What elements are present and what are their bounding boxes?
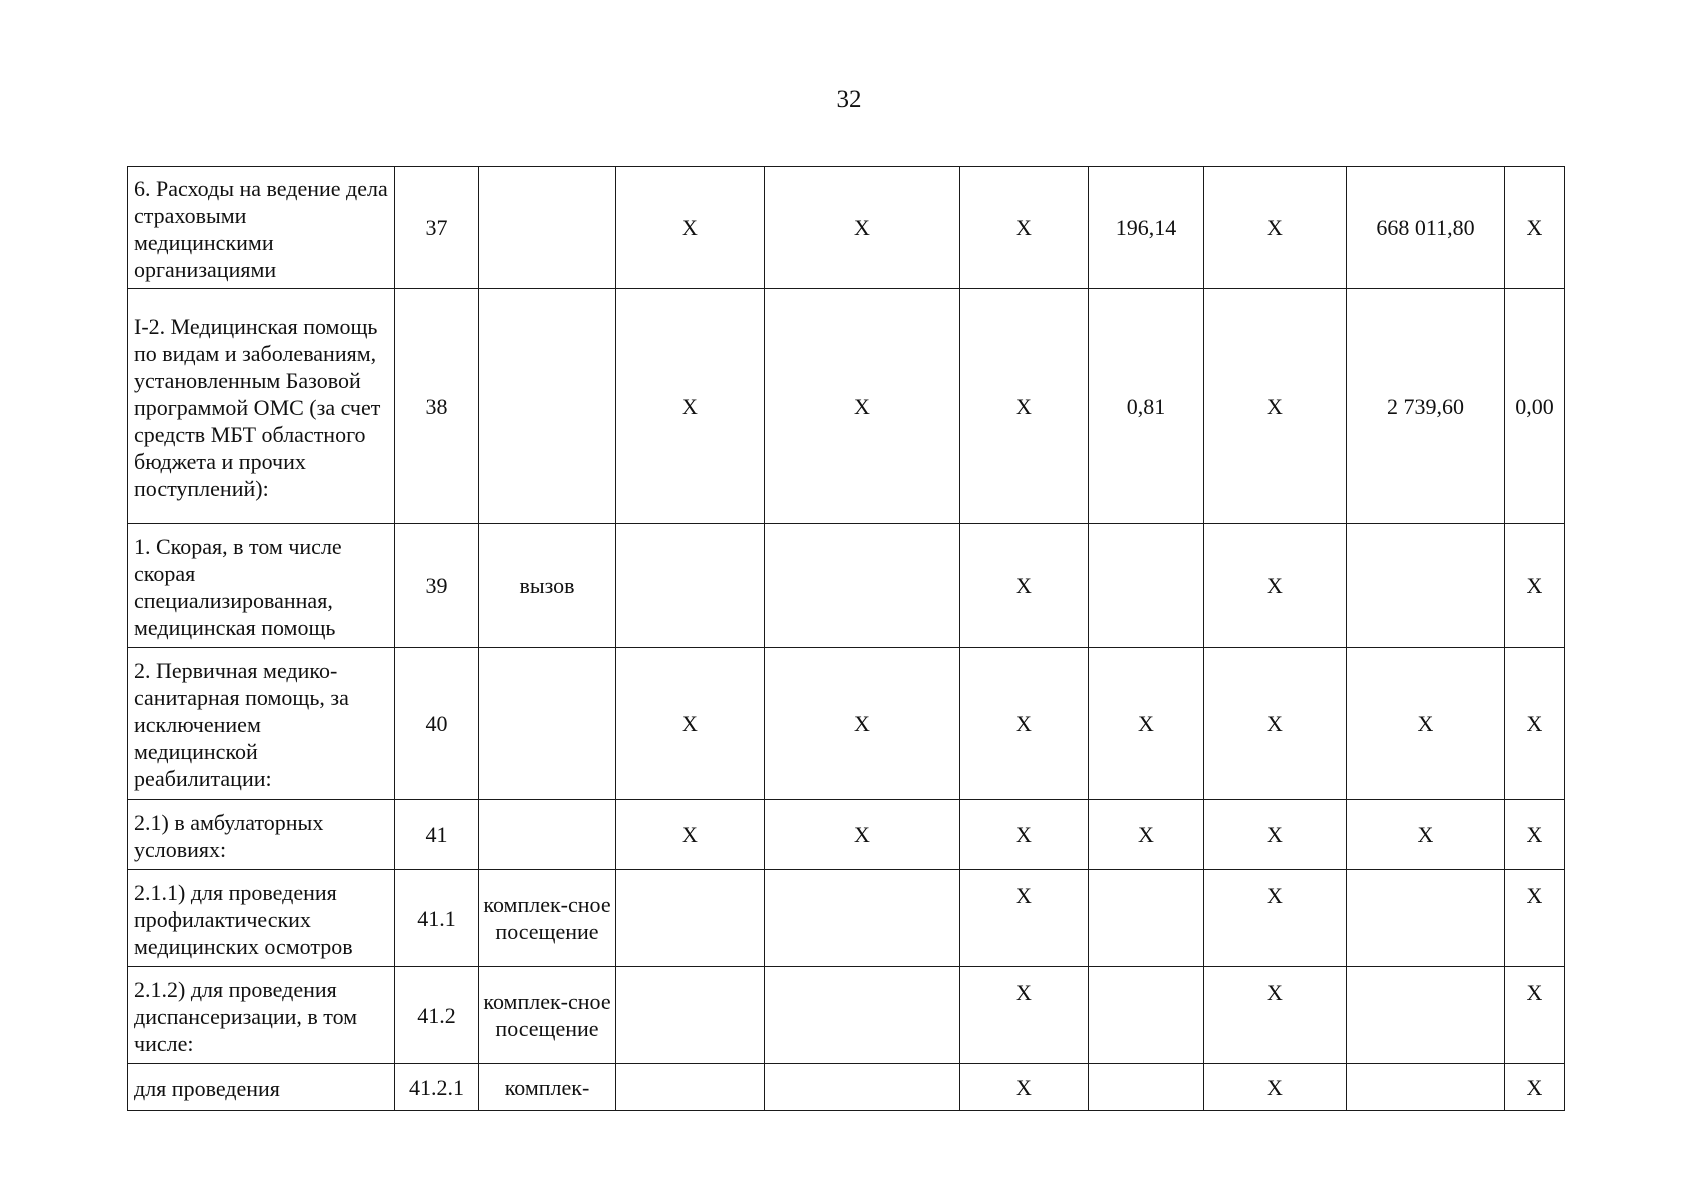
row-value: 2 739,60 (1347, 289, 1505, 524)
tariff-table (127, 166, 1565, 1111)
row-value: Х (616, 800, 765, 870)
row-value: Х (1204, 648, 1347, 800)
row-value (765, 870, 960, 967)
row-value: Х (1505, 648, 1565, 800)
row-value: Х (1505, 800, 1565, 870)
page-number: 32 (836, 86, 862, 113)
row-name: I-2. Медицинская помощь по видам и заболеваниям, установленным Базовой программой ОМС (за счет средств МБТ областного бюджета и прочих поступлений): (128, 289, 395, 524)
row-value: Х (1347, 648, 1505, 800)
row-name: 2.1.2) для проведения диспансеризации, в том числе: (128, 967, 395, 1064)
row-value (616, 524, 765, 648)
table-row (128, 1064, 1565, 1111)
row-unit: комплек- (479, 1064, 616, 1111)
row-value: Х (1204, 800, 1347, 870)
row-value: 668 011,80 (1347, 167, 1505, 289)
row-value: Х (960, 289, 1089, 524)
table-row (128, 289, 1565, 524)
row-number: 39 (395, 524, 479, 648)
row-unit (479, 648, 616, 800)
row-name: для проведения (128, 1064, 395, 1111)
row-value: Х (1505, 167, 1565, 289)
row-name: 1. Скорая, в том числе скорая специализированная, медицинская помощь (128, 524, 395, 648)
row-name: 2.1) в амбулаторных условиях: (128, 800, 395, 870)
row-value (1347, 967, 1505, 1064)
row-value: Х (960, 167, 1089, 289)
row-value: Х (765, 289, 960, 524)
row-value: 0,00 (1505, 289, 1565, 524)
row-unit: комплек-сное посещение (479, 870, 616, 967)
row-number: 40 (395, 648, 479, 800)
row-value (1347, 524, 1505, 648)
row-number: 41.1 (395, 870, 479, 967)
row-value: 196,14 (1089, 167, 1204, 289)
row-value (1347, 1064, 1505, 1111)
row-value: Х (616, 289, 765, 524)
table-row (128, 167, 1565, 289)
row-value: Х (616, 167, 765, 289)
row-unit: комплек-сное посещение (479, 967, 616, 1064)
row-number: 41.2.1 (395, 1064, 479, 1111)
row-number: 41.2 (395, 967, 479, 1064)
row-value: Х (960, 967, 1089, 1064)
table-row (128, 800, 1565, 870)
row-value: Х (765, 800, 960, 870)
row-value (1089, 870, 1204, 967)
row-unit (479, 800, 616, 870)
row-value: Х (1505, 967, 1565, 1064)
row-number: 38 (395, 289, 479, 524)
row-name: 2.1.1) для проведения профилактических медицинских осмотров (128, 870, 395, 967)
row-value (1089, 1064, 1204, 1111)
row-value: Х (1505, 524, 1565, 648)
row-number: 41 (395, 800, 479, 870)
row-unit (479, 167, 616, 289)
row-value (616, 870, 765, 967)
row-unit: вызов (479, 524, 616, 648)
row-name: 2. Первичная медико-санитарная помощь, за исключением медицинской реабилитации: (128, 648, 395, 800)
row-value: Х (960, 870, 1089, 967)
row-value: Х (1204, 289, 1347, 524)
table-row (128, 967, 1565, 1064)
row-value: Х (1089, 800, 1204, 870)
row-value: Х (1089, 648, 1204, 800)
row-value: Х (960, 524, 1089, 648)
row-value (1089, 524, 1204, 648)
row-value: Х (1204, 967, 1347, 1064)
row-value: Х (1505, 1064, 1565, 1111)
row-unit (479, 289, 616, 524)
row-value: Х (1204, 167, 1347, 289)
row-value: Х (960, 1064, 1089, 1111)
row-name: 6. Расходы на ведение дела страховыми медицинскими организациями (128, 167, 395, 289)
row-value: Х (765, 648, 960, 800)
row-value: Х (616, 648, 765, 800)
row-value: Х (1204, 1064, 1347, 1111)
row-value (616, 1064, 765, 1111)
row-value: Х (1204, 870, 1347, 967)
row-value: Х (765, 167, 960, 289)
table-row (128, 648, 1565, 800)
table-row (128, 870, 1565, 967)
row-value: Х (1204, 524, 1347, 648)
row-value: Х (960, 648, 1089, 800)
row-value (616, 967, 765, 1064)
row-value: Х (960, 800, 1089, 870)
row-value (765, 1064, 960, 1111)
row-value (765, 967, 960, 1064)
row-value: 0,81 (1089, 289, 1204, 524)
row-value (1089, 967, 1204, 1064)
row-value: Х (1505, 870, 1565, 967)
row-value (1347, 870, 1505, 967)
table-row (128, 524, 1565, 648)
row-value (765, 524, 960, 648)
row-number: 37 (395, 167, 479, 289)
row-value: Х (1347, 800, 1505, 870)
